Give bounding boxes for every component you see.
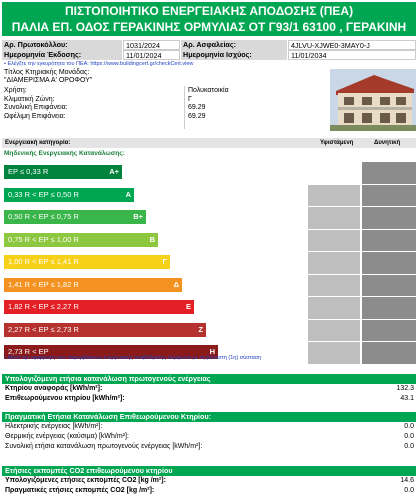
building-photo (330, 69, 416, 131)
certificate-title: ΠΙΣΤΟΠΟΙΗΤΙΚΟ ΕΝΕΡΓΕΙΑΚΗΣ ΑΠΟΔΟΣΗΣ (ΠΕΑ) (64, 4, 354, 18)
energy-class-letter: Η (209, 347, 215, 356)
energy-class-bar (4, 188, 134, 202)
elec-value: 0.0 (404, 423, 414, 430)
energy-class-bar (4, 278, 182, 292)
potential-class-cell (362, 162, 416, 184)
building-title-value: "ΔΙΑΜΕΡΙΣΜΑ Α' ΟΡΟΦΟΥ" (4, 77, 93, 84)
co2-calc-row (2, 476, 416, 486)
thermal-row (2, 432, 416, 442)
energy-class-letter: Ζ (198, 324, 203, 334)
energy-class-letter: A (125, 189, 131, 199)
current-class-cell (308, 320, 360, 342)
zone-label: Κλιματική Ζώνη: (4, 95, 55, 103)
energy-class-bar (4, 323, 206, 337)
potential-class-cell (362, 230, 416, 252)
energy-class-range: 0,75 R < EP ≤ 1,00 R (8, 234, 79, 244)
potential-class-cell (362, 185, 416, 207)
current-class-cell (308, 185, 360, 207)
certificate-address: ΠΑΛΙΑ ΕΠ. ΟΔΟΣ ΓΕΡΑΚΙΝΗΣ ΟΡΜΥΛΙΑΣ ΟΤ Γ93/1 63100 , ΓΕΡΑΚΙΝΗ (11, 20, 407, 34)
exam-building-label: Επιθεωρούμενου κτηρίου [kWh/m²]: (5, 395, 125, 402)
potential-class-cell (362, 320, 416, 342)
current-class-cell (308, 297, 360, 319)
use-label: Χρήση: (4, 87, 27, 94)
current-class-cell (308, 342, 360, 364)
current-class-cell (308, 275, 360, 297)
energy-class-range: 0,50 R < EP ≤ 0,75 R (8, 212, 79, 221)
ref-building-value: 132.3 (396, 385, 414, 392)
energy-class-bar (4, 255, 170, 269)
energy-class-letter: A+ (109, 167, 119, 176)
energy-class-letter: Δ (173, 279, 179, 289)
potential-column-label: Δυνητική (374, 140, 401, 146)
current-class-cell (308, 162, 360, 184)
primary-energy-title: Υπολογιζόμενη ετήσια κατανάλωση πρωτογενούς ενέργειας (2, 374, 416, 384)
useful-area-value: 69.29 (188, 112, 206, 120)
exam-building-row (2, 394, 416, 404)
total-area-value: 69.29 (188, 104, 206, 111)
co2-real-value: 0.0 (404, 487, 414, 494)
useful-area-label: Ωφέλιμη Επιφάνεια: (4, 112, 66, 120)
use-value: Πολυκατοικία (188, 87, 229, 94)
energy-class-bar (4, 165, 122, 179)
scale-footnote: • Μετά την εφαρμογή των παρεμβάσεων ενεργειακής αναβάθμισης σύμφωνα με τη βέλτιστη (1η) σύσταση (4, 355, 262, 361)
certificate-header (2, 2, 416, 36)
protocol-value: 1031/2024 (123, 40, 180, 50)
current-class-cell (308, 252, 360, 274)
potential-class-cell (362, 342, 416, 364)
current-column-label: Υφιστάμενη (320, 140, 354, 146)
issue-label: Ημερομηνία Έκδοσης: (2, 50, 122, 60)
total-row (2, 442, 416, 452)
energy-class-range: 1,82 R < EP ≤ 2,27 R (8, 302, 79, 311)
valid-label: Ημερομηνία Ισχύος: (181, 50, 287, 60)
energy-class-range: 0,33 R < EP ≤ 0,50 R (8, 189, 79, 199)
zone-value: Γ (188, 95, 192, 103)
co2-real-label: Πραγματικές ετήσιες εκπομπές CO2 [kg /m²]: (5, 487, 155, 494)
energy-class-label: Ενεργειακή κατηγορία: (5, 140, 71, 146)
potential-class-cell (362, 252, 416, 274)
elec-label: Ηλεκτρικής ενέργειας [kWh/m²]: (5, 423, 103, 430)
co2-real-row (2, 486, 416, 496)
zero-energy-label: Μηδενικής Ενεργειακής Κατανάλωσης: (4, 150, 125, 157)
current-class-cell (308, 207, 360, 229)
building-title-label: Τίτλος Κτηριακής Μονάδας: (4, 69, 90, 76)
energy-class-letter: B+ (133, 212, 143, 221)
total-label: Συνολική ετήσια κατανάλωση πρωτογενούς ενέργειας [kWh/m²]: (5, 443, 203, 450)
energy-scale-header (2, 138, 416, 148)
energy-class-bar (4, 300, 194, 314)
ref-building-label: Κτηρίου αναφοράς [kWh/m²]: (5, 385, 103, 392)
energy-class-bar (4, 233, 158, 247)
validity-note: • Ελέγξτε την εγκυρότητα του ΠΕΑ: https://www.buildingcert.gr/checkCert.view (4, 61, 194, 67)
thermal-value: 0.0 (404, 433, 414, 440)
thermal-label: Θερμικής ενέργειας (καύσιμα) [kWh/m²]: (5, 433, 129, 440)
co2-title: Ετήσιες εκπομπές CO2 επιθεωρούμενου κτηρίου (2, 466, 416, 476)
co2-calc-label: Υπολογιζόμενες ετήσιες εκπομπές CO2 [kg /m²]: (5, 477, 166, 484)
ref-building-row (2, 384, 416, 394)
potential-class-cell (362, 275, 416, 297)
energy-class-letter: Γ (162, 257, 167, 266)
energy-class-range: 1,41 R < EP ≤ 1,82 R (8, 279, 79, 289)
current-class-cell (308, 230, 360, 252)
co2-calc-value: 14.6 (400, 477, 414, 484)
issue-value: 11/01/2024 (123, 50, 180, 60)
details-divider (184, 86, 325, 129)
total-area-label: Συνολική Επιφάνεια: (4, 104, 68, 111)
total-value: 0.0 (404, 443, 414, 450)
safety-label: Αρ. Ασφαλείας: (181, 40, 287, 50)
energy-class-range: EP ≤ 0,33 R (8, 167, 49, 176)
protocol-label: Αρ. Πρωτοκόλλου: (2, 40, 122, 50)
energy-class-range: 1,00 R < EP ≤ 1,41 R (8, 257, 79, 266)
valid-value: 11/01/2034 (288, 50, 416, 60)
energy-class-bar (4, 210, 146, 224)
exam-building-value: 43.1 (400, 395, 414, 402)
energy-class-letter: Ε (185, 302, 191, 311)
energy-class-range: 2,27 R < EP ≤ 2,73 R (8, 324, 79, 334)
energy-class-range: 2,73 R < EP (8, 347, 49, 356)
potential-class-cell (362, 297, 416, 319)
potential-class-cell (362, 207, 416, 229)
safety-value: 4JLVU-XJWE0-3MAY0-J (288, 40, 416, 50)
actual-consumption-title: Πραγματική Ετήσια Κατανάλωση Επιθεωρούμενου Κτηρίου: (2, 412, 416, 422)
elec-row (2, 422, 416, 432)
energy-class-letter: B (149, 234, 155, 244)
